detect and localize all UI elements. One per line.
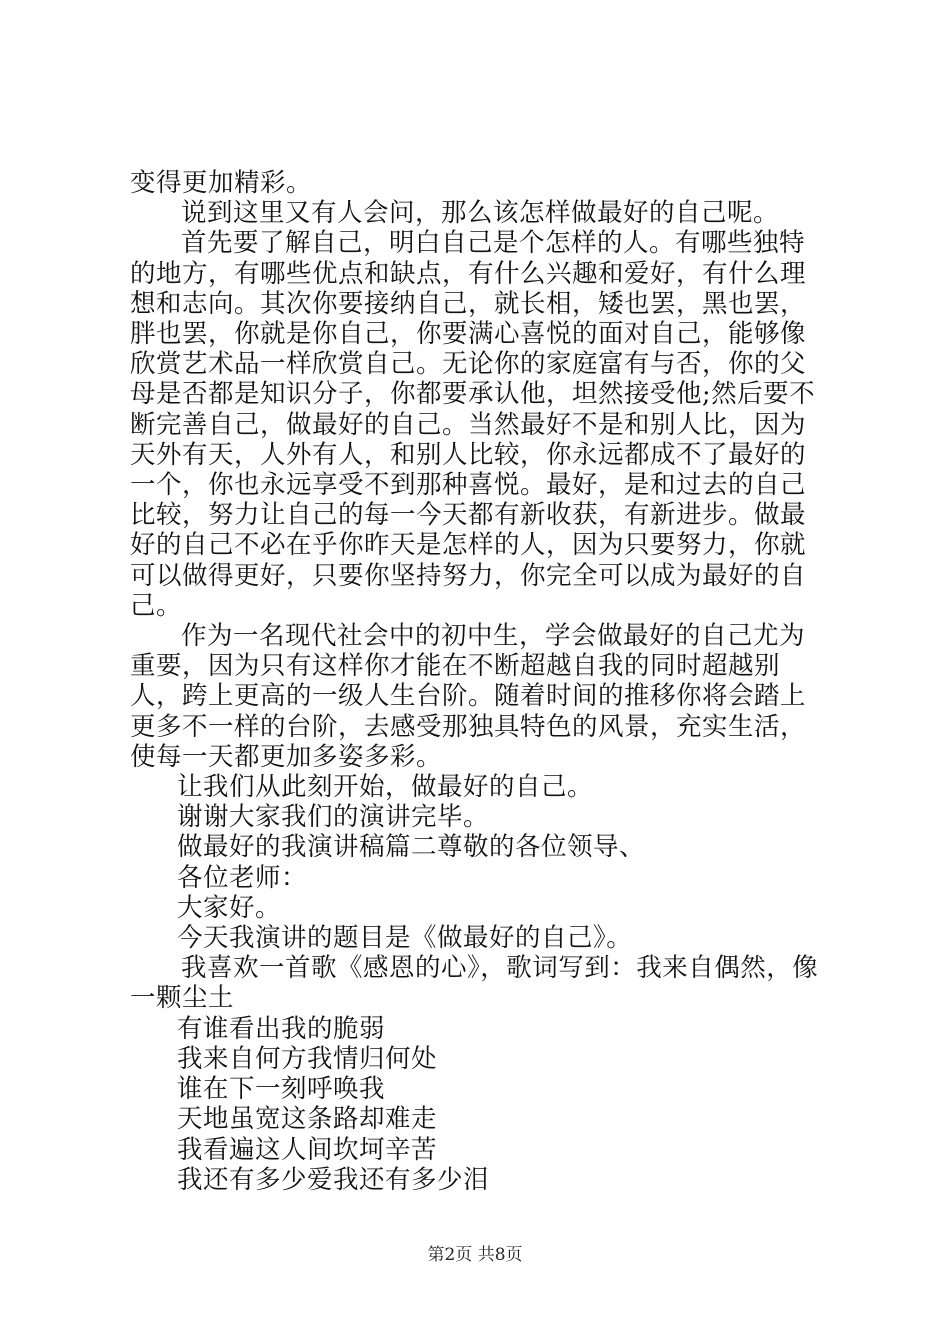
paragraph-9: 大家好。 bbox=[177, 892, 282, 923]
lyric-line-3: 谁在下一刻呼唤我 bbox=[177, 1074, 386, 1105]
lyric-line-6: 我还有多少爱我还有多少泪 bbox=[177, 1164, 490, 1195]
paragraph-2: 说到这里又有人会问，那么该怎样做最好的自己呢。 bbox=[181, 198, 780, 229]
page-number-footer: 第2页 共8页 bbox=[427, 1245, 523, 1265]
lyric-line-5: 我看遍这人间坎坷辛苦 bbox=[177, 1134, 438, 1165]
lyric-line-2: 我来自何方我情归何处 bbox=[177, 1043, 438, 1074]
paragraph-5: 让我们从此刻开始，做最好的自己。 bbox=[177, 772, 594, 803]
paragraph-4: 作为一名现代社会中的初中生，学会做最好的自己尤为重要，因为只有这样你才能在不断超越自我的同时超越别人，跨上更高的一级人生台阶。随着时间的推移你将会踏上更多不一样的台阶，去感受那独具特色的风景，充实生活，使每一天都更加多姿多彩。 bbox=[130, 621, 807, 772]
paragraph-10: 今天我演讲的题目是《做最好的自己》。 bbox=[177, 923, 633, 954]
paragraph-1: 变得更加精彩。 bbox=[130, 168, 313, 198]
lyric-line-1: 有谁看出我的脆弱 bbox=[177, 1013, 386, 1044]
paragraph-3: 首先要了解自己，明白自己是个怎样的人。有哪些独特的地方，有哪些优点和缺点，有什么兴趣和爱好，有什么理想和志向。其次你要接纳自己，就长相，矮也罢，黑也罢，胖也罢，你就是你自己，你要满心喜悦的面对自己，能够像欣赏艺术品一样欣赏自己。无论你的家庭富有与否，你的父母是否都是知识分子，你都要承认他，坦然接受他;然后要不断完善自己，做最好的自己。当然最好不是和别人比，因为天外有天，人外有人，和别人比较，你永远都成不了最好的一个，你也永远享受不到那种喜悦。最好，是和过去的自己比较，努力让自己的每一今天都有新收获，有新进步。做最好的自己不必在乎你昨天是怎样的人，因为只要努力，你就可以做得更好，只要你坚持努力，你完全可以成为最好的自己。 bbox=[130, 228, 816, 621]
paragraph-7: 做最好的我演讲稿篇二尊敬的各位领导、 bbox=[177, 832, 646, 863]
document-body bbox=[130, 168, 830, 1195]
paragraph-8: 各位老师： bbox=[177, 862, 308, 893]
paragraph-11: 我喜欢一首歌《感恩的心》，歌词写到：我来自偶然，像一颗尘土 bbox=[130, 953, 819, 1014]
lyric-line-4: 天地虽宽这条路却难走 bbox=[177, 1104, 438, 1135]
paragraph-6: 谢谢大家我们的演讲完毕。 bbox=[177, 802, 490, 833]
